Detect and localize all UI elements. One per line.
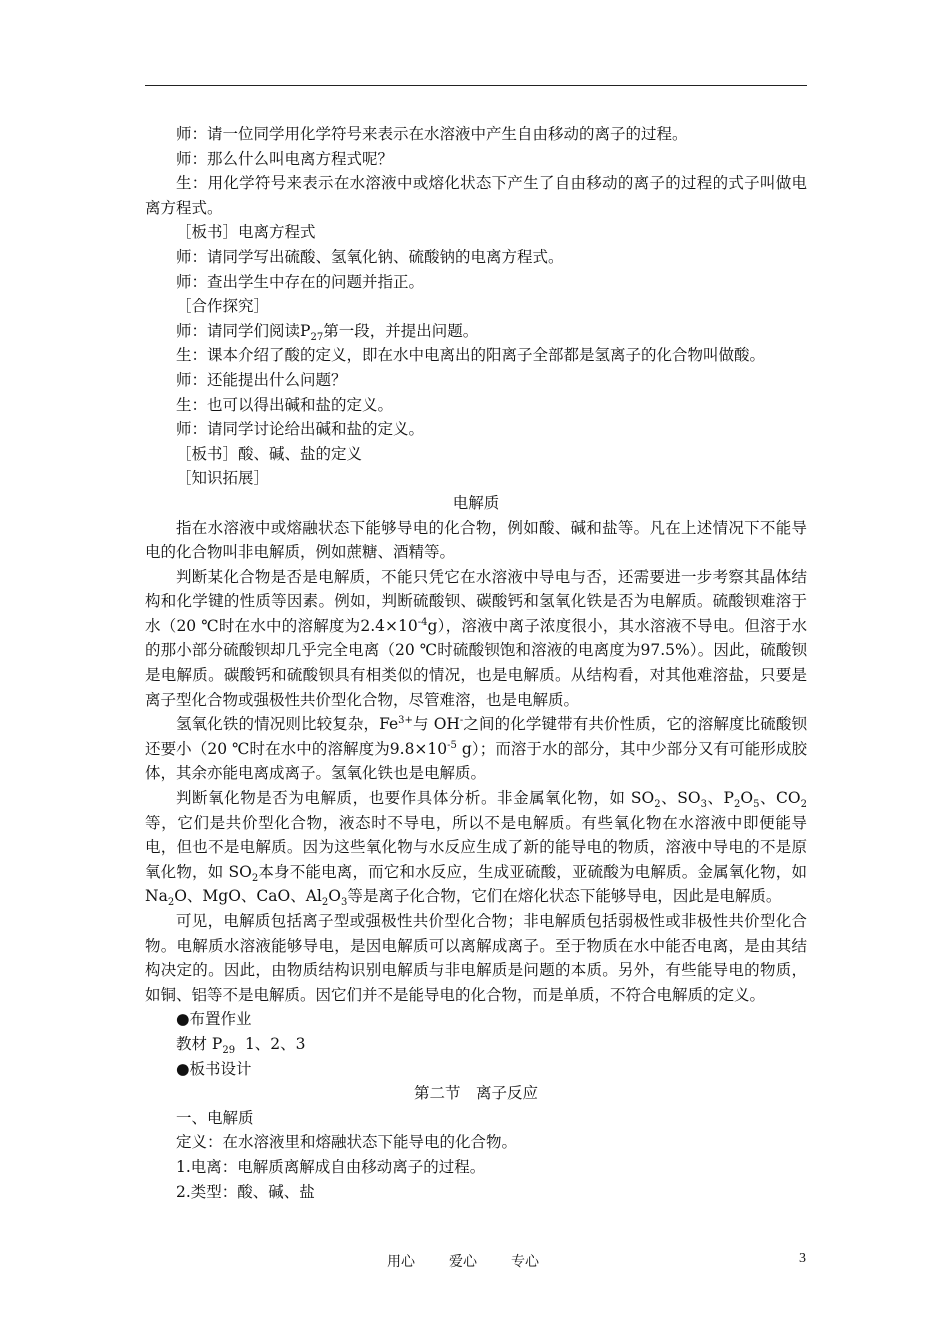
homework-line: 教材 $P_{29}$ 1、2、3 [176, 1034, 306, 1057]
dialog-line: 生：课本介绍了酸的定义，即在水中电离出的阳离子全部都是氢离子的化合物叫做酸。 [176, 346, 766, 365]
dialog-line: 师：请同学讨论给出碱和盐的定义。 [176, 420, 425, 439]
section-tag: ［合作探究］ [176, 297, 270, 316]
board-design-line: 定义：在水溶液里和熔融状态下能导电的化合物。 [176, 1133, 518, 1152]
footer-motto-word: 爱心 [449, 1254, 477, 1270]
board-design-line: 1.电离：电解质离解成自由移动离子的过程。 [176, 1157, 486, 1176]
page-body [145, 122, 807, 1204]
board-design-line: 2.类型：酸、碱、盐 [176, 1182, 315, 1201]
extension-paragraph: 氢氧化铁的情况则比较复杂，$Fe^{3+}$与 OH-之间的化学键带有共价性质，它的溶解度比硫酸钡还要小（20 ℃时在水中的溶解度为$9.8\times 10^{-5}$ g）；而溶于水的部分，其中少部分又有可能形成胶体，其余亦能电离成离子。氢氧化铁也是电解质。 [145, 715, 807, 783]
board-design-heading: ●板书设计 [176, 1059, 252, 1078]
extension-paragraph: 判断氧化物是否为电解质，也要作具体分析。非金属氧化物，如 $SO_2$、$SO_3$、$P_2O_5$、$CO_2$等，它们是共价型化合物，液态时不导电，所以不是电解质。有些氧化物在水溶液中即便能导电，但也不是电解质。因为这些氧化物与水反应生成了新的能导电的物质，溶液中导电的不是原氧化物，如 $SO_2$本身不能电离，而它和水反应，生成亚硫酸，亚硫酸为电解质。金属氧化物，如 $Na_2O$、MgO、CaO、$Al_2O_3$等是离子化合物，它们在熔化状态下能够导电，因此是电解质。 [145, 789, 807, 909]
dialog-line: 师：请一位同学用化学符号来表示在水溶液中产生自由移动的离子的过程。 [176, 125, 688, 143]
dialog-line: 师：请同学写出硫酸、氢氧化钠、硫酸钠的电离方程式。 [176, 247, 564, 266]
extension-paragraph: 指在水溶液中或熔融状态下能够导电的化合物，例如酸、碱和盐等。凡在上述情况下不能导电的化合物叫非电解质，例如蔗糖、酒精等。 [145, 518, 807, 562]
footer-motto-word: 用心 [387, 1254, 415, 1270]
dialog-line: 师：那么什么叫电离方程式呢？ [176, 149, 394, 168]
dialog-line: 师：还能提出什么问题？ [176, 370, 347, 389]
header-rule [145, 85, 807, 86]
board-note: ［板书］电离方程式 [176, 223, 316, 242]
board-design-line: 一、电解质 [176, 1108, 254, 1127]
dialog-line: 生：也可以得出碱和盐的定义。 [176, 395, 394, 414]
dialog-line: 师：请同学们阅读$P_{27}$第一段，并提出问题。 [176, 321, 479, 343]
footer-motto [387, 1251, 539, 1271]
page-number: 3 [799, 1251, 806, 1266]
extension-paragraph: 判断某化合物是否是电解质，不能只凭它在水溶液中导电与否，还需要进一步考察其晶体结构和化学键的性质等因素。例如，判断硫酸钡、碳酸钙和氢氧化铁是否为电解质。硫酸钡难溶于水（20 ℃时在水中的溶解度为$2.4\times 10^{-4}g$），溶液中离子浓度很小，其水溶液不导电。但溶于水的那小部分硫酸钡却几乎完全电离（20 ℃时硫酸钡饱和溶液的电离度为97.5%）。因此，硫酸钡是电解质。碳酸钙和硫酸钡具有相类似的情况，也是电解质。从结构看，对其他难溶盐，只要是离子型化合物或强极性共价型化合物，尽管难溶，也是电解质。 [145, 567, 807, 709]
extension-title: 电解质 [452, 493, 500, 512]
extension-paragraph: 可见，电解质包括离子型或强极性共价型化合物；非电解质包括弱极性或非极性共价型化合物。电解质水溶液能够导电，是因电解质可以离解成离子。至于物质在水中能否电离，是由其结构决定的。因此，由物质结构识别电解质与非电解质是问题的本质。另外，有些能导电的物质，如铜、铝等不是电解质。因它们并不是能导电的化合物，而是单质，不符合电解质的定义。 [145, 912, 807, 1004]
board-design-title: 第二节 离子反应 [413, 1084, 538, 1103]
dialog-line: 师：查出学生中存在的问题并指正。 [176, 272, 425, 291]
dialog-line: 生：用化学符号来表示在水溶液中或熔化状态下产生了自由移动的离子的过程的式子叫做电离方程式。 [145, 174, 807, 217]
section-tag: ［知识拓展］ [176, 469, 270, 488]
board-note: ［板书］酸、碱、盐的定义 [176, 444, 363, 463]
homework-heading: ●布置作业 [176, 1010, 252, 1029]
footer-motto-word: 专心 [511, 1254, 539, 1270]
